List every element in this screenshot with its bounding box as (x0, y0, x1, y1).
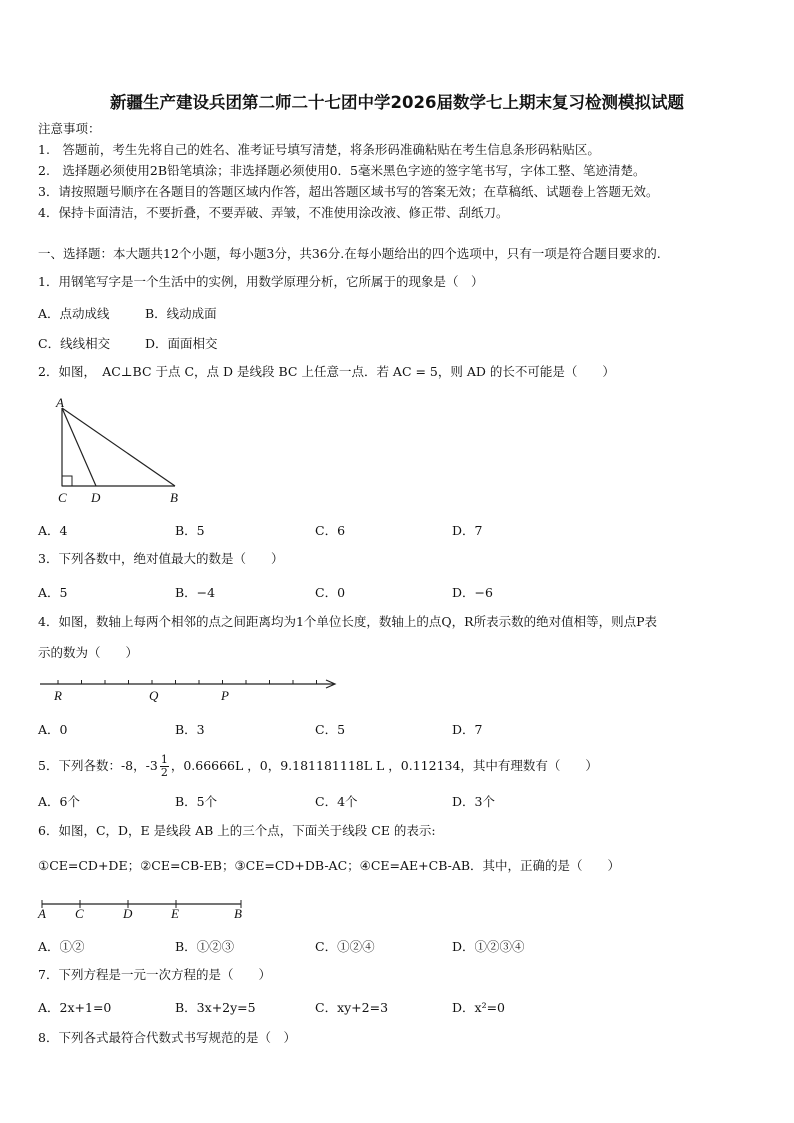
q2-label-d: D (91, 490, 101, 505)
q2-option-c[interactable]: C．6 (315, 523, 346, 538)
q6-option-d[interactable]: D．①②③④ (452, 939, 525, 954)
q5-fraction-numerator: 1 (160, 753, 168, 766)
notice-item: 1. 答题前，考生先将自己的姓名、准考证号填写清楚，将条形码准确粘贴在考生信息条形码粘贴区。 (38, 142, 600, 157)
q2-label-a: A (56, 395, 64, 410)
q1-option-b[interactable]: B．线动成面 (145, 306, 217, 321)
q4-label-p: P (221, 688, 229, 703)
q3-option-a[interactable]: A．5 (38, 585, 68, 600)
q5-option-b[interactable]: B．5个 (175, 794, 218, 809)
q5-fraction-denominator: 2 (160, 766, 168, 779)
notice-item: 4．保持卡面清洁，不要折叠，不要弄破、弄皱，不准使用涂改液、修正带、刮纸刀。 (38, 205, 509, 220)
q1-option-c[interactable]: C．线线相交 (38, 336, 111, 351)
q6-label-d: D (123, 906, 133, 921)
notice-item: 3．请按照题号顺序在各题目的答题区域内作答，超出答题区域书写的答案无效；在草稿纸、试题卷上答题无效。 (38, 184, 659, 199)
q2-label-c: C (58, 490, 67, 505)
q4-option-b[interactable]: B．3 (175, 722, 205, 737)
question-6-stem: 6．如图，C，D，E 是线段 AB 上的三个点，下面关于线段 CE 的表示: (38, 823, 436, 838)
q4-option-d[interactable]: D．7 (452, 722, 483, 737)
q5-fraction (160, 754, 169, 779)
q5-option-c[interactable]: C．4个 (315, 794, 358, 809)
q2-option-b[interactable]: B．5 (175, 523, 205, 538)
q6-label-c: C (75, 906, 84, 921)
q5-option-d[interactable]: D．3个 (452, 794, 495, 809)
q3-option-c[interactable]: C．0 (315, 585, 346, 600)
q1-option-d[interactable]: D．面面相交 (145, 336, 218, 351)
q6-label-e: E (171, 906, 179, 921)
q6-segment-figure (36, 890, 251, 922)
q6-option-a[interactable]: A．①② (38, 939, 85, 954)
notice-item: 2. 选择题必须使用2B铅笔填涂；非选择题必须使用0．5毫米黑色字迹的签字笔书写，字体工整、笔迹清楚。 (38, 163, 646, 178)
q5-option-a[interactable]: A．6个 (38, 794, 80, 809)
q2-triangle-figure (50, 394, 190, 509)
q6-label-a: A (38, 906, 46, 921)
question-4-stem: 4．如图，数轴上每两个相邻的点之间距离均为1个单位长度，数轴上的点Q，R所表示数的绝对值相等，则点P表 (38, 614, 657, 629)
q6-option-b[interactable]: B．①②③ (175, 939, 235, 954)
q2-option-d[interactable]: D．7 (452, 523, 483, 538)
question-3-stem: 3．下列各数中，绝对值最大的数是（ ） (38, 551, 284, 566)
page-title: 新疆生产建设兵团第二师二十七团中学2026届数学七上期末复习检测模拟试题 (110, 93, 684, 112)
q7-option-b[interactable]: B．3x+2y=5 (175, 1000, 256, 1015)
q1-option-a[interactable]: A．点动成线 (38, 306, 110, 321)
q4-label-q: Q (149, 688, 159, 703)
question-6-statements: ①CE=CD+DE；②CE=CB-EB；③CE=CD+DB-AC；④CE=AE+CB-AB．其中，正确的是（ ） (38, 858, 621, 873)
q6-option-c[interactable]: C．①②④ (315, 939, 375, 954)
question-7-stem: 7．下列方程是一元一次方程的是（ ） (38, 967, 271, 982)
q2-label-b: B (170, 490, 178, 505)
notice-heading: 注意事项： (38, 121, 101, 136)
q3-option-b[interactable]: B．−4 (175, 585, 216, 600)
question-1-stem: 1．用钢笔写字是一个生活中的实例，用数学原理分析，它所属于的现象是（ ） (38, 274, 484, 289)
q4-option-a[interactable]: A．0 (38, 722, 68, 737)
question-2-stem: 2．如图， AC⊥BC 于点 C，点 D 是线段 BC 上任意一点．若 AC = 5，则 AD 的长不可能是（ ） (38, 364, 615, 379)
question-5-stem (38, 754, 598, 779)
q7-option-c[interactable]: C．xy+2=3 (315, 1000, 389, 1015)
q5-stem-part1: 5．下列各数：-8，-3 (38, 758, 158, 773)
question-4-stem-cont: 示的数为（ ） (38, 645, 139, 660)
q4-number-line (36, 674, 346, 704)
q4-label-r: R (54, 688, 62, 703)
q7-option-d[interactable]: D．x²=0 (452, 1000, 506, 1015)
q7-option-a[interactable]: A．2x+1=0 (38, 1000, 112, 1015)
q2-option-a[interactable]: A．4 (38, 523, 68, 538)
q3-option-d[interactable]: D．−6 (452, 585, 493, 600)
question-8-stem: 8．下列各式最符合代数式书写规范的是（ ） (38, 1030, 296, 1045)
q6-label-b: B (234, 906, 242, 921)
q5-stem-part2: ，0.66666L ，0，9.181181118L L ，0.112134，其中有理数有（ ） (170, 758, 598, 773)
section-heading: 一、选择题：本大题共12个小题，每小题3分，共36分.在每小题给出的四个选项中，只有一项是符合题目要求的. (38, 246, 661, 261)
q4-option-c[interactable]: C．5 (315, 722, 346, 737)
